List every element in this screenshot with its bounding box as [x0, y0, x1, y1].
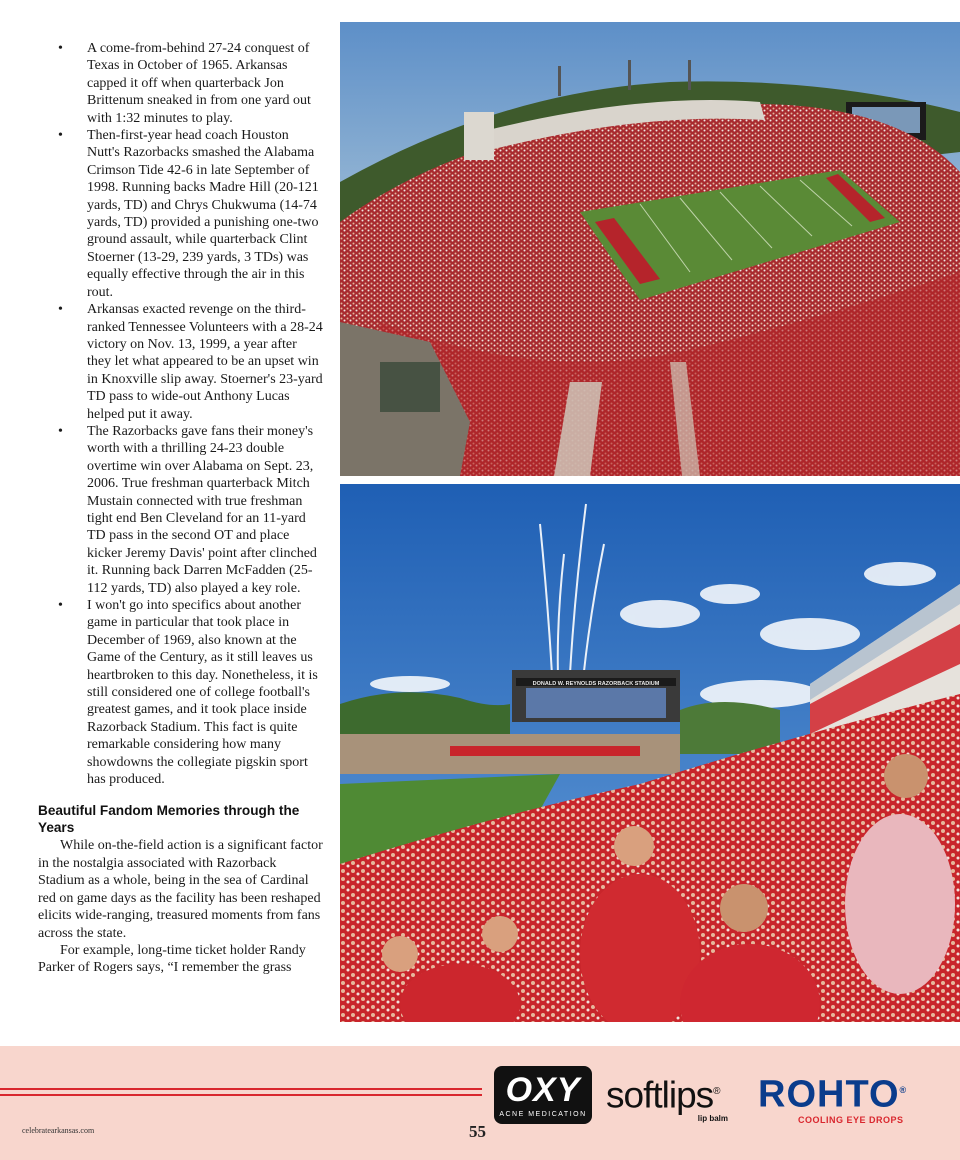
- rohto-brand: ROHTO: [758, 1073, 900, 1116]
- footer-stripe: [0, 1094, 482, 1096]
- list-item: • Arkansas exacted revenge on the third-ranked Tennessee Volunteers with a 28-24 victory on Nov. 13, 1999, a year after they let what appeared to be an upset win in Knoxville slip away. Stoerner's 23-yard TD pass to wide-out Anthony Lucas helped put it away.: [38, 301, 324, 423]
- rohto-registered-mark: ®: [899, 1085, 908, 1095]
- stadium-aerial-photo: [340, 22, 960, 476]
- list-item: • A come-from-behind 27-24 conquest of Texas in October of 1965. Arkansas capped it off when quarterback Jon Brittenum sneaked in from one yard out with 1:32 minutes to play.: [38, 40, 324, 127]
- softlips-registered-mark: ®: [713, 1086, 720, 1097]
- list-item: • I won't go into specifics about another game in particular that took place in December of 1969, also known at the Game of the Century, as it still leaves us heartbroken to this day. Nonetheless, it is still considered one of college football's greatest games, and it took place inside Razorback Stadium. This fact is quite remarkable considering how many showdowns the collegiate pigskin sport has produced.: [38, 597, 324, 788]
- memorable-games-list: [38, 40, 324, 788]
- oxy-tagline: ACNE MEDICATION: [499, 1111, 587, 1118]
- page-footer: [0, 1046, 960, 1160]
- scoreboard-caption: DONALD W. REYNOLDS RAZORBACK STADIUM: [532, 681, 660, 687]
- softlips-ad-logo: [606, 1070, 746, 1126]
- body-paragraph: While on-the-field action is a significant factor in the nostalgia associated with Razorback Stadium as a whole, being in the sea of Cardinal red on game days as the facility has been reshaped elicits wide-ranging, treasured moments from fans across the state.: [38, 838, 323, 941]
- page-number: 55: [469, 1122, 486, 1141]
- article-column: [38, 40, 324, 977]
- fans-illustration: [340, 484, 960, 1022]
- softlips-brand: softlips: [606, 1074, 714, 1116]
- rohto-tagline: COOLING EYE DROPS: [798, 1114, 904, 1125]
- body-paragraph: For example, long-time ticket holder Randy Parker of Rogers says, “I remember the grass: [38, 942, 306, 976]
- oxy-brand: OXY: [505, 1071, 581, 1109]
- site-url: celebratearkansas.com: [22, 1126, 95, 1135]
- fans-celebrating-photo: [340, 484, 960, 1022]
- rohto-ad-logo: [758, 1070, 918, 1126]
- list-item: • Then-first-year head coach Houston Nutt's Razorbacks smashed the Alabama Crimson Tide 42-6 in late September of 1998. Running backs Madre Hill (20-121 yards, TD) and Chrys Chukwuma (14-74 yards, TD) provided a punishing one-two ground assault, while quarterback Clint Stoerner (13-29, 239 yards, 3 TDs) was equally effective through the air in this rout.: [38, 127, 324, 301]
- oxy-ad-logo: [494, 1066, 592, 1124]
- footer-stripe: [0, 1088, 482, 1090]
- softlips-tagline: lip balm: [697, 1114, 728, 1123]
- stadium-aerial-illustration: [340, 22, 960, 476]
- section-heading: Beautiful Fandom Memories through the Years: [38, 803, 300, 836]
- list-item: • The Razorbacks gave fans their money's worth with a thrilling 24-23 double overtime win over Alabama on Sept. 23, 2006. True freshman quarterback Mitch Mustain connected with true freshman tight end Ben Cleveland for an 11-yard TD pass in the second OT and place kicker Jeremy Davis' point after clinched it. Running back Darren McFadden (25-112 yards, TD) also played a key role.: [38, 423, 324, 597]
